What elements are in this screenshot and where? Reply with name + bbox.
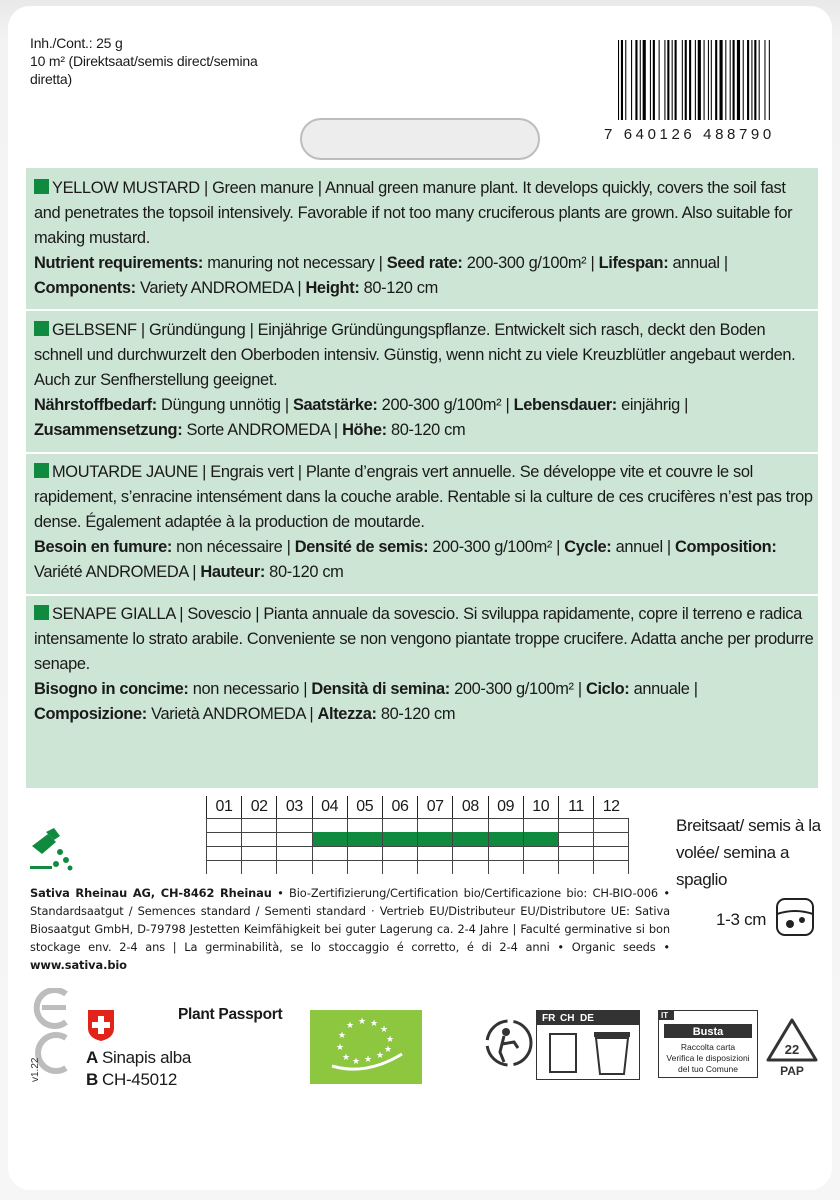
month-01: 01 [206,796,241,818]
star-icon: ★ [383,1044,393,1054]
grid-column-line [452,818,453,874]
month-07: 07 [417,796,452,818]
calendar-grid [206,818,628,874]
key: Nährstoffbedarf: [34,396,157,414]
description-panel [26,168,818,788]
key: Saatstärke: [292,396,378,414]
month-03: 03 [276,796,311,818]
block-french [34,460,814,585]
key: Densité de semis: [294,538,429,556]
value: 80-120 cm [264,563,344,581]
content-weight: Inh./Cont.: 25 g [30,35,123,51]
content-area: 10 m² (Direktsaat/semis direct/semina [30,53,258,69]
month-10: 10 [523,796,558,818]
grid-column-line [382,818,383,874]
busta-line3: del tuo Comune [677,1064,739,1074]
value: 200-300 g/100m² | [377,396,514,414]
value: annual | [668,254,728,272]
key: Altezza: [317,705,377,723]
key: Nutrient requirements: [34,254,203,272]
calendar-months [206,796,628,818]
block-english [34,176,814,301]
title-it: SENAPE GIALLA [52,605,175,623]
month-08: 08 [452,796,487,818]
key: Zusammensetzung: [34,421,183,439]
divider [26,594,818,596]
value: Variety ANDROMEDA | [135,279,306,297]
intro-de: | Gründüngung | Einjährige Gründüngungspflanze. Entwickelt sich rasch, deckt den Boden schnell und durchwurzelt den Oberboden intensiv. Günstig, wenn nicht zu viele Kreuzblütler angebaut werden. Auch zur Senfherstellung geeignet. [34,321,796,389]
value: 80-120 cm [359,279,438,297]
key: Bisogno in concime: [34,680,189,698]
title-de: GELBSENF [52,321,137,339]
key: Height: [305,279,360,297]
value: Variété ANDROMEDA | [34,563,201,581]
value: annuel | [611,538,676,556]
pap-label: PAP [780,1064,804,1078]
version-label: v1.22 [30,1057,41,1082]
month-02: 02 [241,796,276,818]
sowing-method: Breitsaat/ semis à la volée/ semina a spaglio [676,816,821,889]
key: Composition: [675,538,777,556]
green-square-icon [34,463,49,478]
star-icon: ★ [375,1050,385,1060]
grid-column-line [488,818,489,874]
star-icon: ★ [341,1052,351,1062]
key: Seed rate: [386,254,463,272]
key: Cycle: [564,538,612,556]
passport-key-b: B [86,1070,98,1089]
waste-ch-label: CH [560,1013,575,1024]
grid-column-line [523,818,524,874]
block-italian [34,602,814,727]
sowing-depth-icon [776,898,814,936]
busta-title: Busta [692,1026,724,1038]
pap-recycling-icon [764,1016,820,1078]
passport-key-a: A [86,1048,98,1067]
value: einjährig | [616,396,688,414]
month-09: 09 [488,796,523,818]
waste-de-label: DE [580,1013,594,1024]
grid-column-line [312,818,313,874]
star-icon: ★ [335,1042,345,1052]
value: 200-300 g/100m² | [449,680,586,698]
passport-line-b [86,1070,177,1090]
grid-column-line [558,818,559,874]
company-name: Sativa Rheinau AG, CH-8462 Rheinau [30,886,272,900]
passport-value-b: CH-45012 [101,1070,178,1089]
passport-line-a [86,1048,191,1068]
divider [26,452,818,454]
month-11: 11 [558,796,593,818]
key: Lifespan: [598,254,669,272]
value: manuring not necessary | [202,254,387,272]
value: Varietà ANDROMEDA | [146,705,318,723]
value: non necessario | [188,680,312,698]
busta-line2: Verifica le disposizioni [666,1053,750,1063]
company-details: • Bio-Zertifizierung/Certification bio/Certificazione bio: CH-BIO-006 • Standardsaatgut / Semences standard / Sementi standard · Vertrieb EU/Distributeur EU/Distributore UE: Sativa Biosaatgut GmbH, D-79798 Jestetten Keimfähigkeit bei guter Lagerung ca. 2-4 Jahre | Faculté germinative si bon stockage env. 2-4 ans | La germinabilità, se lo stoccaggio é corretto, é di 2-4 anni • Organic seeds • [30,886,670,954]
value: 80-120 cm [386,421,466,439]
month-06: 06 [382,796,417,818]
grid-column-line [276,818,277,874]
green-square-icon [34,179,49,194]
swiss-flag-icon [86,1008,116,1042]
month-05: 05 [347,796,382,818]
passport-value-a: Sinapis alba [101,1048,192,1067]
grid-column-line [241,818,242,874]
value: non nécessaire | [171,538,295,556]
key: Composizione: [34,705,147,723]
star-icon: ★ [357,1016,367,1026]
sowing-period-bar [312,832,558,846]
plant-passport-title: Plant Passport [178,1006,283,1023]
block-german [34,318,814,443]
value: 80-120 cm [376,705,456,723]
barcode-number: 7 640126 488790 [604,126,775,143]
star-icon: ★ [363,1054,373,1064]
key: Lebensdauer: [513,396,617,414]
intro-fr: | Engrais vert | Plante d’engrais vert annuelle. Se développe vite et couvre le sol rapidement, s’enracine intensément dans la couche arable. Rentable si la culture de ces crucifères n’est pas trop dense. Également adaptée à la production de moutarde. [34,463,813,531]
sowing-depth: 1-3 cm [716,910,767,929]
value: Sorte ANDROMEDA | [182,421,343,439]
waste-fr-label: FR [542,1013,556,1024]
content-info [30,34,258,88]
busta-line1: Raccolta carta [680,1042,736,1052]
star-icon: ★ [351,1056,361,1066]
star-icon: ★ [379,1024,389,1034]
intro-en: | Green manure | Annual green manure plant. It develops quickly, covers the soil fast and penetrates the topsoil intensively. Favorable if not too many cruciferous plants are grown. Also suitable for making mustard. [34,179,793,247]
green-square-icon [34,321,49,336]
green-square-icon [34,605,49,620]
grid-column-line [347,818,348,874]
star-icon: ★ [345,1020,355,1030]
grid-column-line [417,818,418,874]
key: Densità di semina: [311,680,450,698]
value: 200-300 g/100m² | [428,538,565,556]
company-info [30,884,670,974]
month-12: 12 [593,796,628,818]
key: Besoin en fumure: [34,538,172,556]
divider [26,309,818,311]
website-link[interactable]: www.sativa.bio [30,958,127,972]
pap-number: 22 [784,1042,800,1057]
value: annuale | [629,680,698,698]
grid-column-line [628,818,629,874]
value: 200-300 g/100m² | [462,254,599,272]
barcode-icon [616,40,822,120]
star-icon: ★ [385,1034,395,1044]
waste-sorting-icon [536,1010,640,1080]
content-area-cont: diretta) [30,71,72,87]
eu-organic-leaf-icon [310,1010,422,1084]
grid-column-line [593,818,594,874]
intro-it: | Sovescio | Pianta annuale da sovescio. Si sviluppa rapidamente, copre il terreno e radica intensamente lo strato arabile. Conveniente se non vengono piantate troppe crucifere. Adatta anche per produrre senape. [34,605,814,673]
busta-it-label: IT [661,1011,669,1020]
hang-hole [300,118,540,160]
key: Ciclo: [585,680,630,698]
title-en: YELLOW MUSTARD [52,179,200,197]
star-icon: ★ [369,1018,379,1028]
recycle-figure-icon [484,1018,534,1068]
sowing-hand-icon [30,826,80,872]
title-fr: MOUTARDE JAUNE [52,463,198,481]
busta-paper-icon [658,1010,758,1078]
value: Düngung unnötig | [156,396,293,414]
key: Components: [34,279,136,297]
grid-column-line [206,818,207,874]
month-04: 04 [312,796,347,818]
key: Hauteur: [200,563,265,581]
star-icon: ★ [337,1030,347,1040]
key: Höhe: [342,421,387,439]
